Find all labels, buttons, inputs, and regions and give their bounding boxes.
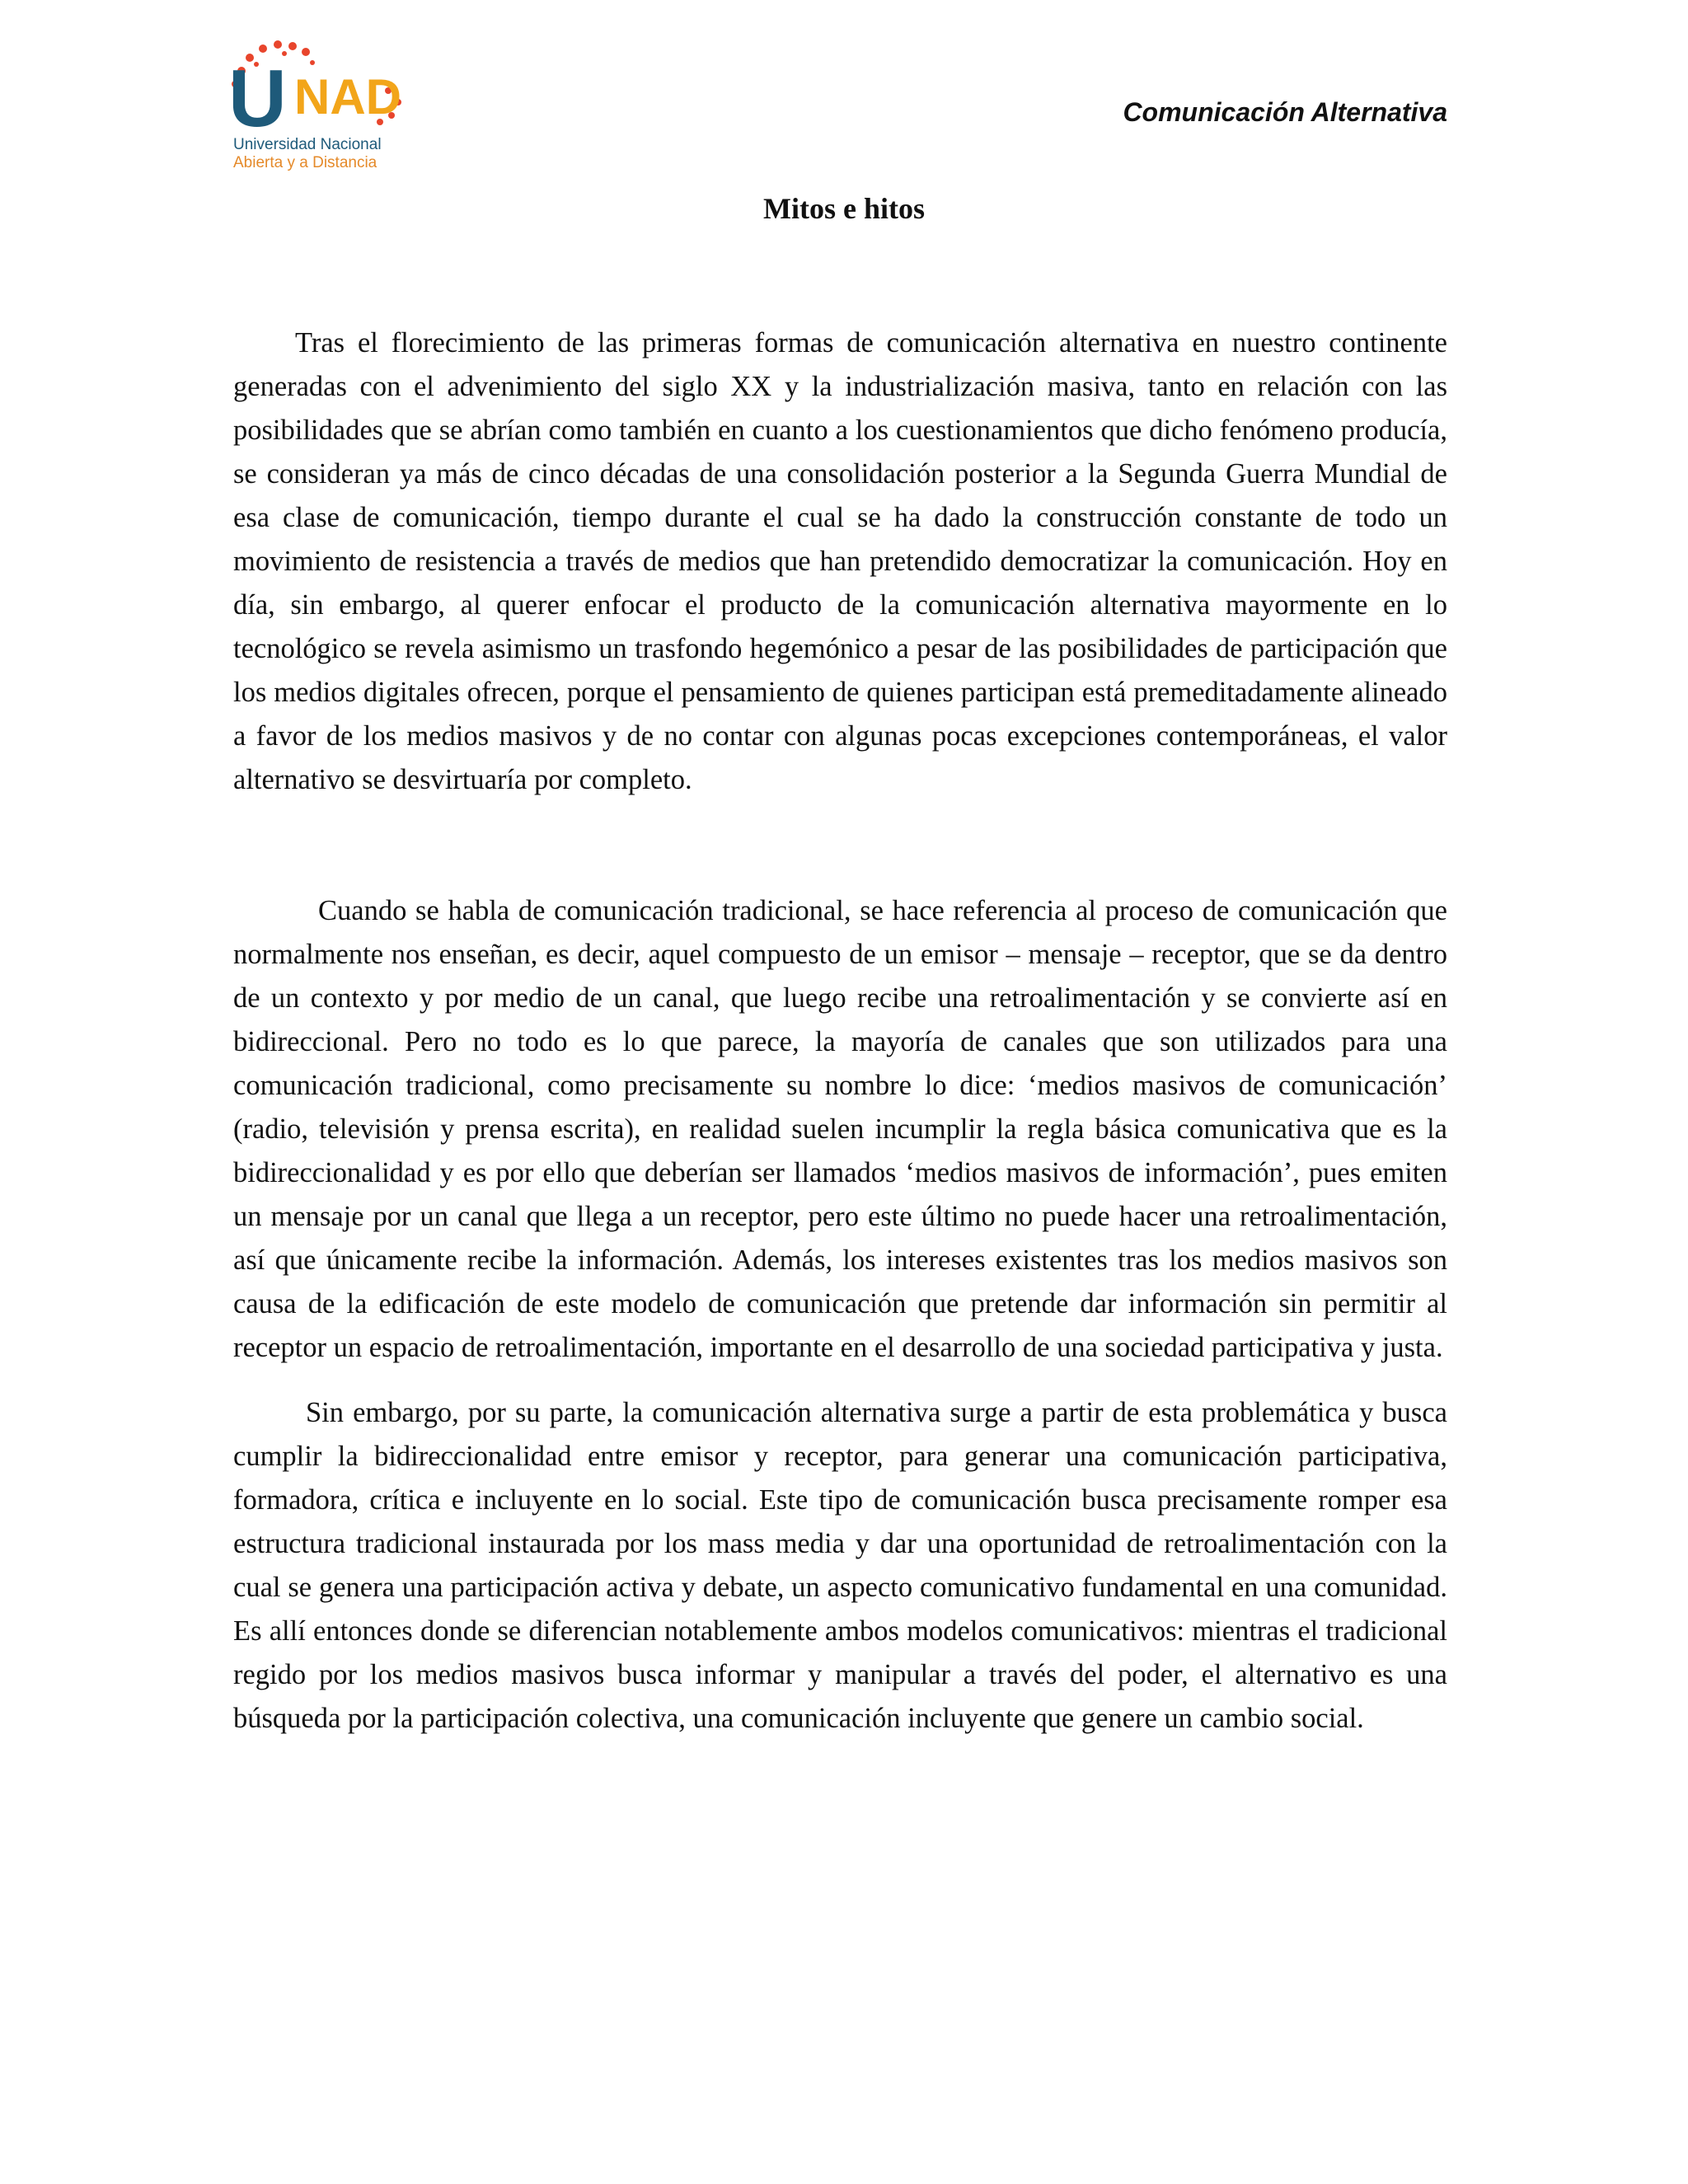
logo-letters-nad: NAD <box>294 69 401 124</box>
document-title: Mitos e hitos <box>763 192 925 225</box>
paragraph-3: Sin embargo, por su parte, la comunicación alternativa surge a partir de esta problemática y busca cumplir la bidireccionalidad entre emisor y receptor, para generar una comunicación participativa, formadora, crítica e incluyente en lo social. Este tipo de comunicación busca precisamente romper esa estructura tradicional instaurada por los mass media y dar una oportunidad de retroalimentación con la cual se genera una participación activa y debate, un aspecto comunicativo fundamental en una comunidad. Es allí entonces donde se diferencian notablemente ambos modelos comunicativos: mientras el tradicional regido por los medios masivos busca informar y manipular a través del poder, el alternativo es una búsqueda por la participación colectiva, una comunicación incluyente que genere un cambio social. <box>233 1397 1447 1734</box>
document-body <box>233 321 1447 1741</box>
paragraph-1: Tras el florecimiento de las primeras formas de comunicación alternativa en nuestro continente generadas con el advenimiento del siglo XX y la industrialización masiva, tanto en relación con las posibilidades que se abrían como también en cuanto a los cuestionamientos que dicho fenómeno producía, se consideran ya más de cinco décadas de una consolidación posterior a la Segunda Guerra Mundial de esa clase de comunicación, tiempo durante el cual se ha dado la construcción constante de todo un movimiento de resistencia a través de medios que han pretendido democratizar la comunicación. Hoy en día, sin embargo, al querer enfocar el producto de la comunicación alternativa mayormente en lo tecnológico se revela asimismo un trasfondo hegemónico a pesar de las posibilidades de participación que los medios digitales ofrecen, porque el pensamiento de quienes participan está premeditadamente alineado a favor de los medios masivos y de no contar con algunas pocas excepciones contemporáneas, el valor alternativo se desvirtuaría por completo. <box>233 327 1447 795</box>
running-header-title: Comunicación Alternativa <box>1123 97 1447 127</box>
logo-university-line1: Universidad Nacional <box>233 136 382 153</box>
logo-university-line2: Abierta y a Distancia <box>233 154 377 171</box>
paragraph-2: Cuando se habla de comunicación tradicional, se hace referencia al proceso de comunicación que normalmente nos enseñan, es decir, aquel compuesto de un emisor – mensaje – receptor, que se da dentro de un contexto y por medio de un canal, que luego recibe una retroalimentación y se convierte así en bidireccional. Pero no todo es lo que parece, la mayoría de canales que son utilizados para una comunicación tradicional, como precisamente su nombre lo dice: ‘medios masivos de comunicación’ (radio, televisión y prensa escrita), en realidad suelen incumplir la regla básica comunicativa que es la bidireccionalidad y es por ello que deberían ser llamados ‘medios masivos de información’, pues emiten un mensaje por un canal que llega a un receptor, pero este último no puede hacer una retroalimentación, así que únicamente recibe la información. Además, los intereses existentes tras los medios masivos son causa de la edificación de este modelo de comunicación que pretende dar información sin permitir al receptor un espacio de retroalimentación, importante en el desarrollo de una sociedad participativa y justa. <box>233 895 1447 1363</box>
logo-letter-u: U <box>228 53 287 138</box>
unad-logo-mark <box>227 40 416 138</box>
unad-logo <box>227 40 416 180</box>
